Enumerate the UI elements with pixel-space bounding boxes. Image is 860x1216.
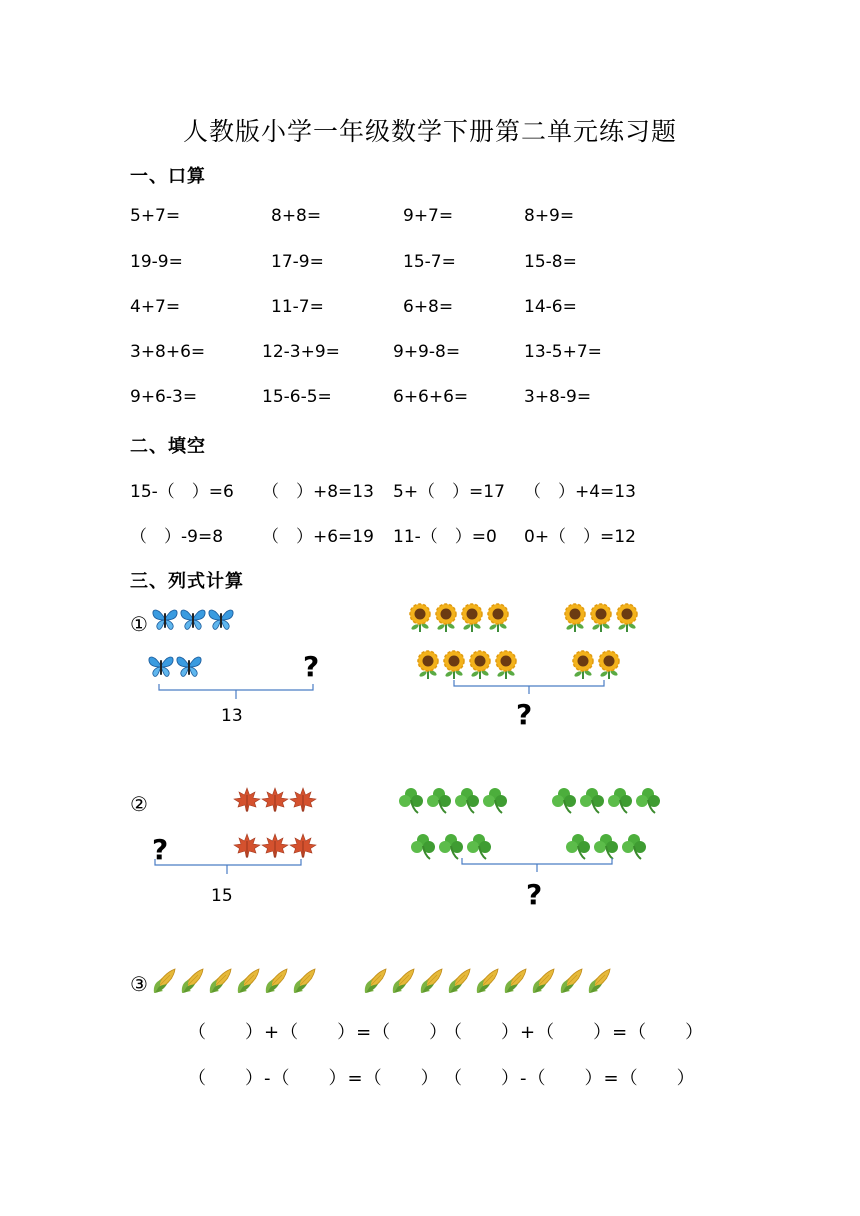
total-bracket [453,679,605,695]
mental-math-item: 8+9= [524,206,575,226]
sunflower-group-bottom-left [415,650,519,680]
maple-leaf-icon [261,787,289,813]
mental-math-item: 8+8= [271,206,322,226]
page-title: 人教版小学一年级数学下册第二单元练习题 [182,117,677,146]
fill-blank-item: （ ）+6=19 [262,527,374,547]
corn-icon [586,966,614,994]
clover-group-bottom-left [409,832,493,860]
corn-icon [235,966,263,994]
mental-math-item: 9+9-8= [393,342,461,362]
fill-blank-item: （ ）+4=13 [524,482,636,502]
total-label: 15 [211,886,233,906]
butterfly-icon [151,606,179,632]
clover-icon [550,786,578,814]
maple-group-top [233,787,317,813]
corn-icon [474,966,502,994]
butterfly-icon [179,606,207,632]
corn-icon [362,966,390,994]
section-heading-word-problems: 三、列式计算 [130,571,244,592]
corn-icon [418,966,446,994]
sunflower-icon [407,603,433,633]
sunflower-icon [485,603,511,633]
question-mark: ? [516,698,533,731]
corn-group-right [362,966,614,994]
butterfly-icon [175,653,203,679]
equation-add-right: （ ）+（ ）=（ ） [444,1022,705,1043]
corn-icon [502,966,530,994]
mental-math-item: 13-5+7= [524,342,602,362]
mental-math-item: 9+6-3= [130,387,198,407]
butterfly-group-bottom [147,653,203,679]
maple-leaf-icon [233,833,261,859]
maple-group-bottom [233,833,317,859]
corn-icon [263,966,291,994]
corn-icon [558,966,586,994]
sunflower-icon [493,650,519,680]
corn-icon [446,966,474,994]
mental-math-item: 3+8-9= [524,387,592,407]
corn-icon [530,966,558,994]
total-bracket [158,683,314,701]
maple-leaf-icon [289,787,317,813]
problem-3-marker: ③ [130,972,148,996]
clover-icon [592,832,620,860]
sunflower-group-top-right [562,603,640,633]
sunflower-icon [570,650,596,680]
clover-icon [564,832,592,860]
clover-group-top-right [550,786,662,814]
clover-icon [606,786,634,814]
fill-blank-item: 11-（ ）=0 [393,527,497,547]
butterfly-group-top [151,606,235,632]
mental-math-item: 4+7= [130,297,181,317]
fill-blank-item: 15-（ ）=6 [130,482,234,502]
clover-icon [453,786,481,814]
problem-1-marker: ① [130,612,148,636]
mental-math-item: 9+7= [403,206,454,226]
total-bracket [461,857,613,873]
sunflower-icon [588,603,614,633]
sunflower-icon [433,603,459,633]
corn-icon [390,966,418,994]
maple-leaf-icon [289,833,317,859]
corn-icon [291,966,319,994]
section-heading-mental-math: 一、口算 [130,166,206,187]
total-label: 13 [221,706,243,726]
mental-math-item: 3+8+6= [130,342,206,362]
sunflower-icon [467,650,493,680]
sunflower-icon [415,650,441,680]
clover-icon [481,786,509,814]
clover-icon [397,786,425,814]
corn-icon [151,966,179,994]
mental-math-item: 5+7= [130,206,181,226]
total-bracket [154,858,302,876]
section-heading-fill-blank: 二、填空 [130,436,206,457]
butterfly-icon [147,653,175,679]
corn-icon [207,966,235,994]
mental-math-item: 6+8= [403,297,454,317]
mental-math-item: 15-8= [524,252,577,272]
fill-blank-item: （ ）+8=13 [262,482,374,502]
mental-math-item: 6+6+6= [393,387,469,407]
fill-blank-item: 0+（ ）=12 [524,527,636,547]
corn-icon [179,966,207,994]
clover-icon [634,786,662,814]
equation-sub-right: （ ）-（ ）=（ ） [444,1068,696,1089]
clover-icon [425,786,453,814]
mental-math-item: 12-3+9= [262,342,340,362]
sunflower-group-top-left [407,603,511,633]
sunflower-icon [562,603,588,633]
question-mark: ? [526,878,543,911]
clover-icon [578,786,606,814]
sunflower-icon [596,650,622,680]
question-mark: ? [152,833,169,866]
clover-icon [465,832,493,860]
clover-group-top-left [397,786,509,814]
mental-math-item: 14-6= [524,297,577,317]
corn-group-left [151,966,319,994]
mental-math-item: 17-9= [271,252,324,272]
sunflower-icon [441,650,467,680]
sunflower-icon [459,603,485,633]
sunflower-group-bottom-right [570,650,622,680]
equation-add-left: （ ）+（ ）=（ ） [188,1022,449,1043]
butterfly-icon [207,606,235,632]
clover-icon [620,832,648,860]
fill-blank-item: 5+（ ）=17 [393,482,505,502]
mental-math-item: 15-6-5= [262,387,332,407]
sunflower-icon [614,603,640,633]
maple-leaf-icon [233,787,261,813]
question-mark: ? [303,650,320,683]
mental-math-item: 15-7= [403,252,456,272]
mental-math-item: 19-9= [130,252,183,272]
fill-blank-item: （ ）-9=8 [130,527,224,547]
equation-sub-left: （ ）-（ ）=（ ） [188,1068,440,1089]
problem-2-marker: ② [130,792,148,816]
clover-group-bottom-right [564,832,648,860]
clover-icon [437,832,465,860]
mental-math-item: 11-7= [271,297,324,317]
clover-icon [409,832,437,860]
maple-leaf-icon [261,833,289,859]
